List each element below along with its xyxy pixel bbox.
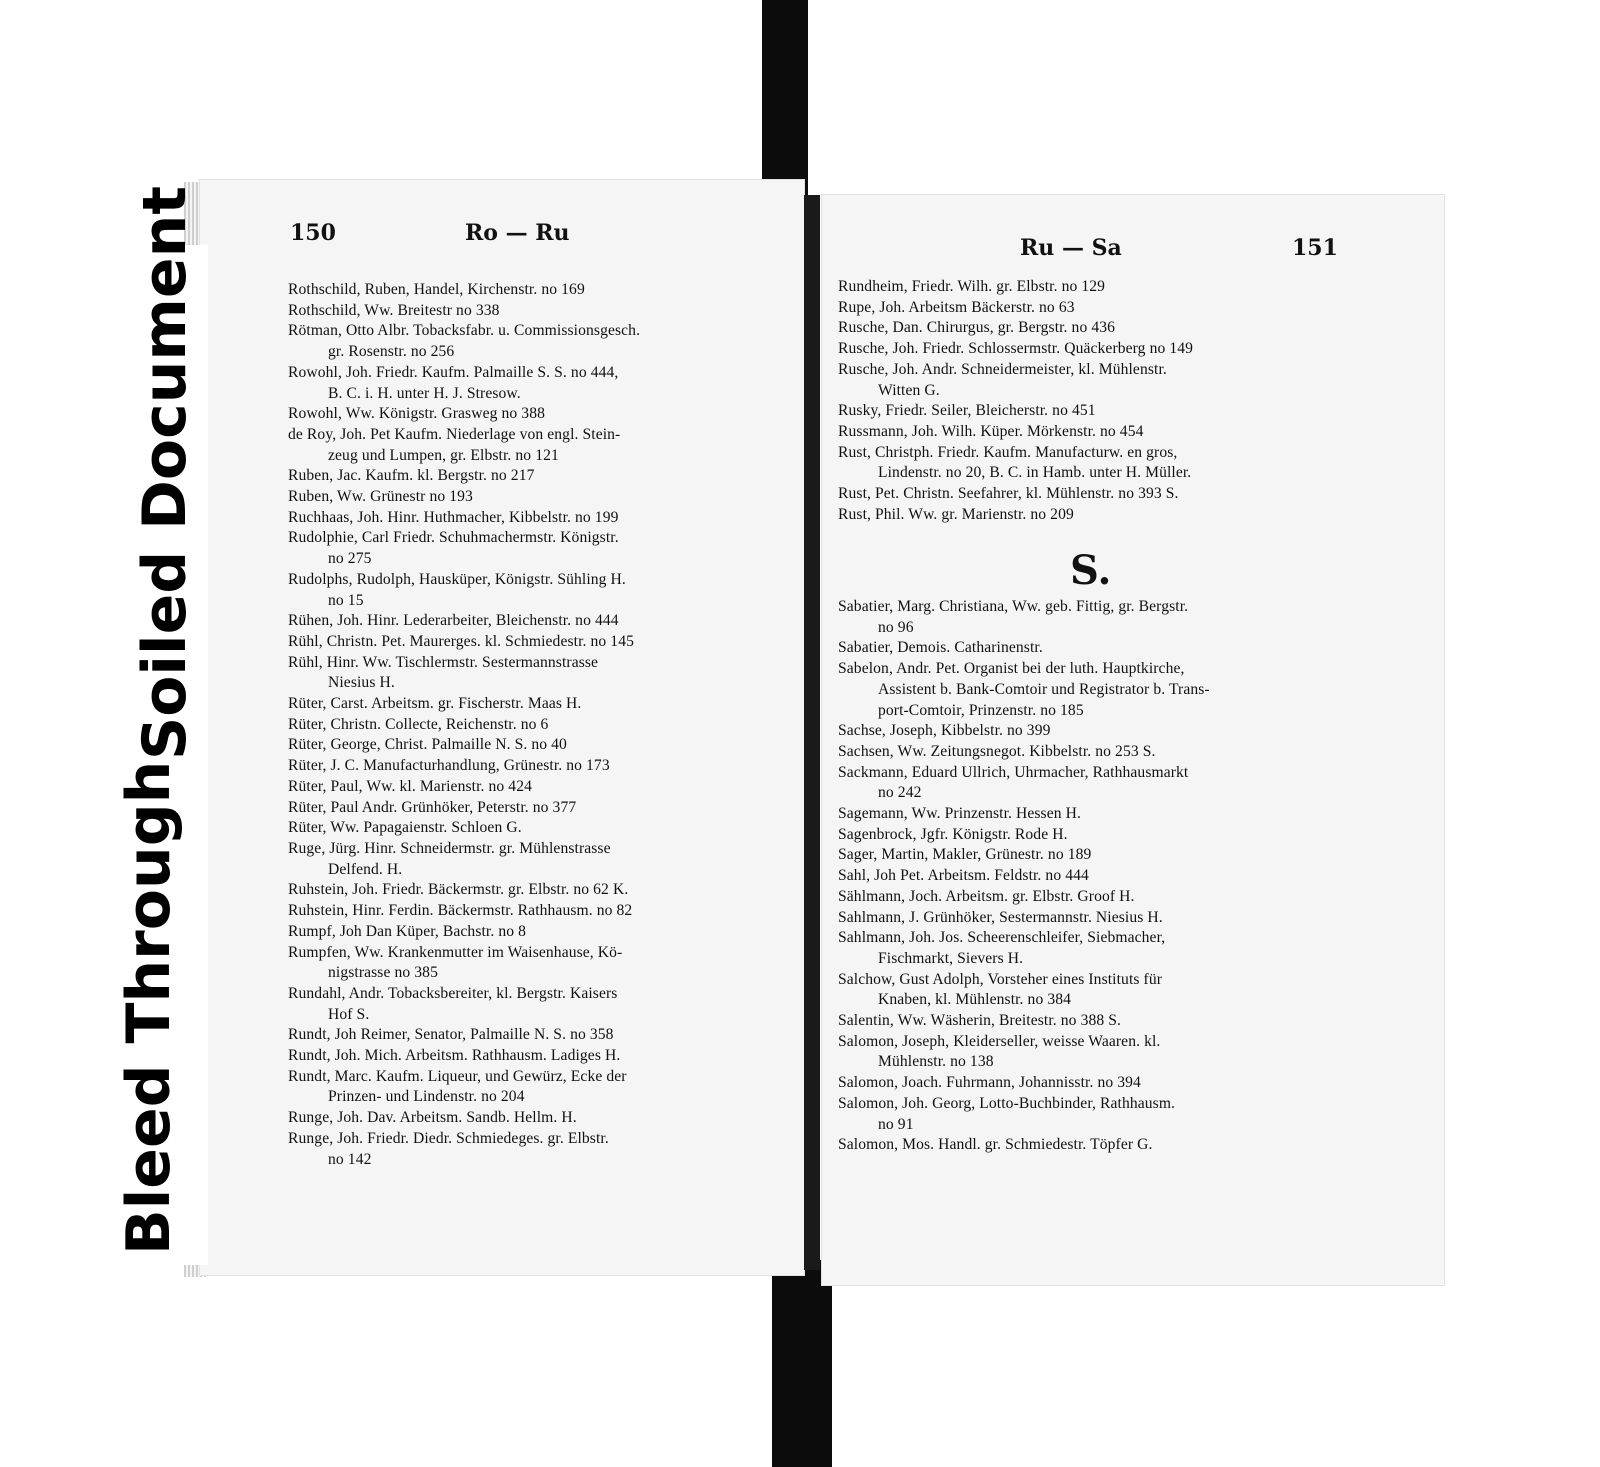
entry-line: Sagemann, Ww. Prinzenstr. Hessen H.	[838, 805, 1081, 823]
entry-line: Rundt, Joh Reimer, Senator, Palmaille N. S. no 358	[288, 1026, 614, 1044]
entry-line: Rundt, Marc. Kaufm. Liqueur, und Gewürz, Ecke der	[288, 1067, 627, 1085]
entry-line: Rust, Pet. Christn. Seefahrer, kl. Mühlenstr. no 393 S.	[838, 485, 1179, 503]
entry-continuation: gr. Rosenstr. no 256	[328, 343, 455, 361]
entry-line: Sachse, Joseph, Kibbelstr. no 399	[838, 722, 1051, 740]
entry-continuation: B. C. i. H. unter H. J. Stresow.	[328, 384, 521, 402]
entry-continuation: Mühlenstr. no 138	[878, 1053, 994, 1071]
entry-line: Rust, Christph. Friedr. Kaufm. Manufacturw. en gros,	[838, 443, 1178, 461]
entry-line: Rusche, Joh. Andr. Schneidermeister, kl. Mühlenstr.	[838, 360, 1167, 378]
entry-line: Salomon, Joach. Fuhrmann, Johannisstr. no 394	[838, 1074, 1141, 1092]
entry-line: Ruhstein, Joh. Friedr. Bäckermstr. gr. Elbstr. no 62 K.	[288, 881, 629, 899]
entry-line: Rüter, George, Christ. Palmaille N. S. no 40	[288, 736, 567, 754]
entry-line: Rusche, Joh. Friedr. Schlossermstr. Quäckerberg no 149	[838, 340, 1194, 358]
entry-line: Salomon, Joh. Georg, Lotto-Buchbinder, Rathhausm.	[838, 1094, 1176, 1112]
entry-line: Rumpf, Joh Dan Küper, Bachstr. no 8	[288, 922, 527, 940]
entry-line: Rudolphs, Rudolph, Hausküper, Königstr. Sühling H.	[288, 570, 626, 588]
entry-line: Rusky, Friedr. Seiler, Bleicherstr. no 451	[838, 402, 1096, 420]
page-number: 150	[290, 220, 336, 246]
entry-line: Sahl, Joh Pet. Arbeitsm. Feldstr. no 444	[838, 867, 1089, 885]
entry-line: Rupe, Joh. Arbeitsm Bäckerstr. no 63	[838, 298, 1075, 316]
entry-line: Rötman, Otto Albr. Tobacksfabr. u. Commissionsgesch.	[288, 322, 641, 340]
entry-line: Sählmann, Joch. Arbeitsm. gr. Elbstr. Groof H.	[838, 887, 1135, 905]
entry-line: Sabatier, Demois. Catharinenstr.	[838, 639, 1043, 657]
soiled-document-label: Soiled Document	[130, 185, 200, 760]
section-letter: S.	[1070, 547, 1112, 594]
entry-continuation: no 91	[878, 1115, 914, 1133]
entry-line: Rusche, Dan. Chirurgus, gr. Bergstr. no 436	[838, 319, 1116, 337]
entry-continuation: Lindenstr. no 20, B. C. in Hamb. unter H. Müller.	[878, 464, 1192, 482]
entry-continuation: Assistent b. Bank-Comtoir und Registrator b. Trans-	[878, 680, 1210, 698]
entry-line: Sachsen, Ww. Zeitungsnegot. Kibbelstr. no 253 S.	[838, 742, 1156, 760]
page-number: 151	[1292, 235, 1338, 261]
entry-continuation: no 96	[878, 618, 914, 636]
entry-continuation: Witten G.	[878, 381, 940, 399]
entry-line: Sackmann, Eduard Ullrich, Uhrmacher, Rathhausmarkt	[838, 763, 1189, 781]
entry-line: Rowohl, Joh. Friedr. Kaufm. Palmaille S. S. no 444,	[288, 363, 619, 381]
entry-line: Runge, Joh. Dav. Arbeitsm. Sandb. Hellm. H.	[288, 1109, 577, 1127]
entry-line: Rothschild, Ww. Breitestr no 338	[288, 301, 500, 319]
right-page	[822, 195, 1444, 1285]
entry-continuation: Niesius H.	[328, 674, 395, 692]
entry-line: Rust, Phil. Ww. gr. Marienstr. no 209	[838, 505, 1074, 523]
entry-line: Runge, Joh. Friedr. Diedr. Schmiedeges. gr. Elbstr.	[288, 1129, 609, 1147]
entry-line: Rüter, Paul Andr. Grünhöker, Peterstr. no 377	[288, 798, 577, 816]
entry-line: Sager, Martin, Makler, Grünestr. no 189	[838, 846, 1092, 864]
entry-line: Sahlmann, Joh. Jos. Scheerenschleifer, Siebmacher,	[838, 929, 1166, 947]
entry-line: Rumpfen, Ww. Krankenmutter im Waisenhause, Kö-	[288, 943, 623, 961]
entry-continuation: Hof S.	[328, 1005, 370, 1023]
entry-line: Salentin, Ww. Wäsherin, Breitestr. no 388 S.	[838, 1012, 1122, 1030]
entry-line: Rüter, Paul, Ww. kl. Marienstr. no 424	[288, 777, 532, 795]
entry-line: Ruchhaas, Joh. Hinr. Huthmacher, Kibbelstr. no 199	[288, 508, 619, 526]
entry-line: Salomon, Joseph, Kleiderseller, weisse Waaren. kl.	[838, 1032, 1161, 1050]
gutter	[804, 195, 820, 1270]
entry-line: Russmann, Joh. Wilh. Küper. Mörkenstr. no 454	[838, 422, 1144, 440]
entry-line: Ruben, Jac. Kaufm. kl. Bergstr. no 217	[288, 467, 535, 485]
binding-strip-bottom	[772, 1260, 832, 1467]
entry-line: Sabatier, Marg. Christiana, Ww. geb. Fittig, gr. Bergstr.	[838, 598, 1189, 615]
entry-continuation: no 15	[328, 591, 364, 609]
running-header: Ru — Sa	[1020, 235, 1122, 261]
entry-line: Rudolphie, Carl Friedr. Schuhmachermstr. Königstr.	[288, 529, 619, 547]
entry-line: Ruhstein, Hinr. Ferdin. Bäckermstr. Rathhausm. no 82	[288, 902, 633, 920]
entry-line: Rühen, Joh. Hinr. Lederarbeiter, Bleichenstr. no 444	[288, 612, 619, 630]
entry-line: Rühl, Christn. Pet. Maurerges. kl. Schmiedestr. no 145	[288, 632, 634, 650]
entry-continuation: port-Comtoir, Prinzenstr. no 185	[878, 701, 1084, 719]
bleed-through-label: Bleed Through	[114, 760, 184, 1255]
left-page	[200, 180, 804, 1275]
entry-line: Rühl, Hinr. Ww. Tischlermstr. Sestermannstrasse	[288, 653, 599, 671]
entry-continuation: Knaben, kl. Mühlenstr. no 384	[878, 991, 1072, 1009]
entry-line: Rothschild, Ruben, Handel, Kirchenstr. no 169	[288, 281, 585, 298]
entry-line: Ruben, Ww. Grünestr no 193	[288, 488, 473, 506]
entries-list	[288, 280, 640, 1170]
entry-continuation: nigstrasse no 385	[328, 964, 438, 982]
entry-line: Rundahl, Andr. Tobacksbereiter, kl. Bergstr. Kaisers	[288, 984, 618, 1002]
entry-line: Rüter, J. C. Manufacturhandlung, Grünestr. no 173	[288, 757, 610, 775]
entry-line: Salchow, Gust Adolph, Vorsteher eines Instituts für	[838, 970, 1163, 988]
entries-list	[838, 597, 1210, 1156]
entry-continuation: Prinzen- und Lindenstr. no 204	[328, 1088, 525, 1106]
entry-continuation: no 275	[328, 550, 372, 568]
entry-line: Ruge, Jürg. Hinr. Schneidermstr. gr. Mühlenstrasse	[288, 839, 611, 857]
entry-line: Rüter, Christn. Collecte, Reichenstr. no 6	[288, 715, 549, 733]
entry-continuation: no 242	[878, 784, 922, 802]
running-header: Ro — Ru	[465, 220, 570, 246]
entry-line: Rowohl, Ww. Königstr. Grasweg no 388	[288, 405, 545, 423]
entry-line: Salomon, Mos. Handl. gr. Schmiedestr. Töpfer G.	[838, 1136, 1153, 1154]
entry-continuation: no 142	[328, 1150, 372, 1168]
entry-continuation: Delfend. H.	[328, 860, 403, 878]
entry-line: Rüter, Carst. Arbeitsm. gr. Fischerstr. Maas H.	[288, 695, 582, 713]
entry-continuation: Fischmarkt, Sievers H.	[878, 949, 1024, 967]
entries-list	[838, 277, 1193, 525]
entry-line: Rundheim, Friedr. Wilh. gr. Elbstr. no 129	[838, 278, 1106, 295]
entry-line: Rüter, Ww. Papagaienstr. Schloen G.	[288, 819, 522, 837]
entry-continuation: zeug und Lumpen, gr. Elbstr. no 121	[328, 446, 559, 464]
entry-line: Rundt, Joh. Mich. Arbeitsm. Rathhausm. Ladiges H.	[288, 1047, 621, 1065]
entry-line: Sagenbrock, Jgfr. Königstr. Rode H.	[838, 825, 1068, 843]
entry-line: Sabelon, Andr. Pet. Organist bei der luth. Hauptkirche,	[838, 660, 1185, 678]
entry-line: de Roy, Joh. Pet Kaufm. Niederlage von engl. Stein-	[288, 425, 621, 443]
entry-line: Sahlmann, J. Grünhöker, Sestermannstr. Niesius H.	[838, 908, 1163, 926]
